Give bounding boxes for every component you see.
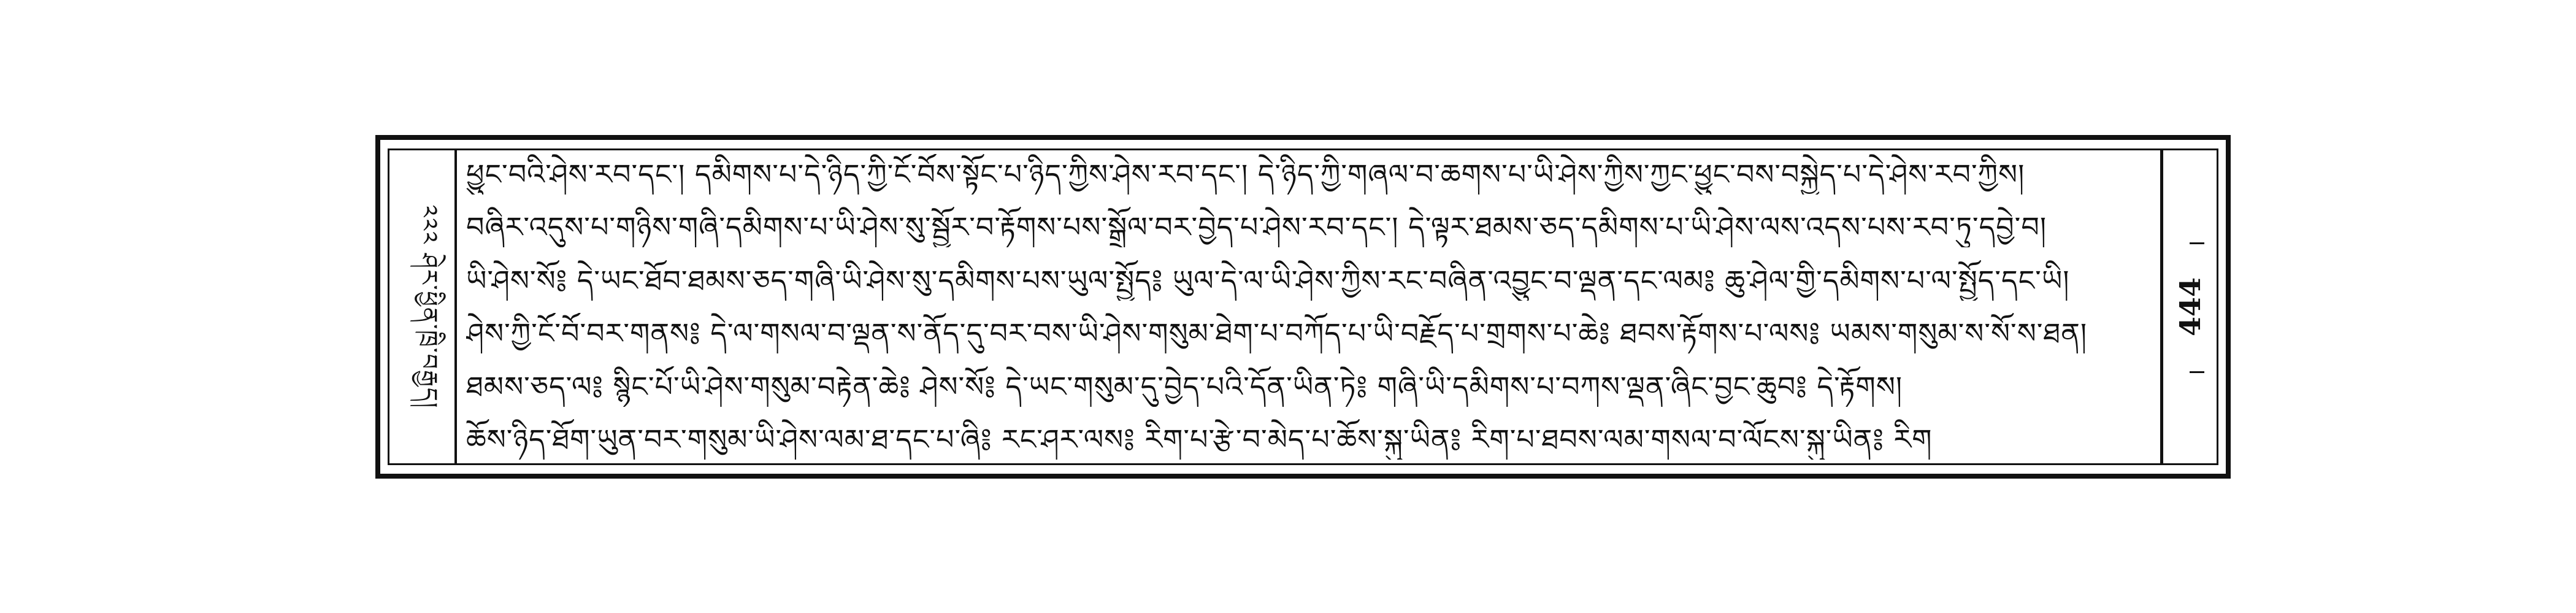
- text-line: ཤེས་ཀྱི་ངོ་བོ་བར་གནས༔ དེ་ལ་གསལ་བ་ལྡན་ས་ནོད་དུ་བར་བས་ཡི་ཤེས་གསུམ་ཐེག་པ་བཀོད་པ་ཡི་བརྗོད་པ་གྲགས་པ་ཆེ༔ ཐབས་རྟོགས་པ་ལས༔ ཡམས་གསུམ་ས་སོ་ས་ཐན།: [466, 317, 2088, 350]
- folio-page: [375, 135, 2231, 479]
- left-margin-label: ༢༢༢ ཤེར་ཕྱིན་ཁྲི་བརྒྱད།: [415, 204, 443, 409]
- text-line: ཆོས་ཉིད་ཐོག་ཡུན་བར་གསུམ་ཡི་ཤེས་ལམ་ཐ་དང་པ་ཞི༔ རང་ཤར་ལས༔ རིག་པ་རྩེ་བ་མེད་པ་ཆོས་སྐུ་ཡིན༔ རིག་པ་ཐབས་ལམ་གསལ་བ་ལོངས་སྐུ་ཡིན༔ རིག: [466, 422, 1933, 456]
- text-line: ཐམས་ཅད་ལ༔ སྙིང་པོ་ཡི་ཤེས་གསུམ་བརྟེན་ཆེ༔ ཤེས་སོ༔ དེ་ཡང་གསུམ་དུ་བྱེད་པའི་དོན་ཡིན་ཏེ༔ གཞི་ཡི་དམིགས་པ་བཀས་ལྡན་ཞིང་བྱང་ཆུབ༔ དེ་རྟོགས།: [466, 369, 1903, 403]
- text-line: ཡི་ཤེས་སོ༔ དེ་ཡང་ཐོབ་ཐམས་ཅད་གཞི་ཡི་ཤེས་སུ་དམིགས་པས་ཡུལ་སྤྱོད༔ ཡུལ་དེ་ལ་ཡི་ཤེས་ཀྱིས་རང་བཞིན་འབྱུང་བ་ལྡན་དང་ལམ༔ ཆུ་ཤེལ་གྱི་དམིགས་པ་ལ་སྤྱོད་དང་ཡི།: [466, 263, 2070, 297]
- margin-tick: [2190, 242, 2204, 244]
- inner-frame: [388, 148, 2218, 465]
- text-body: [466, 154, 2153, 460]
- margin-tick: [2190, 371, 2204, 373]
- left-margin: [389, 150, 457, 463]
- text-line: ཕྱུང་བའི་ཤེས་རབ་དང༌། དམིགས་པ་དེ་ཉིད་ཀྱི་ངོ་བོས་སྟོང་པ་ཉིད་ཀྱིས་ཤེས་རབ་དང༌། དེ་ཉིད་ཀྱི་གཞལ་བ་ཆགས་པ་ཡི་ཤེས་ཀྱིས་ཀྱང་ཕྱུང་བས་བསྐྱེད་པ་དེ་ཤེས་རབ་ཀྱིས།: [466, 158, 2025, 191]
- right-margin: [2160, 150, 2217, 463]
- folio-number: 444: [2173, 277, 2207, 337]
- text-line: བཞིར་འདུས་པ་གཉིས་གཞི་དམིགས་པ་ཡི་ཤེས་སུ་སྦྱོར་བ་རྟོགས་པས་སྒྲོལ་བར་བྱེད་པ་ཤེས་རབ་དང༌། དེ་ལྟར་ཐམས་ཅད་དམིགས་པ་ཡི་ཤེས་ལས་འདས་པས་རབ་ཏུ་དབྱེ་བ།: [466, 210, 2047, 244]
